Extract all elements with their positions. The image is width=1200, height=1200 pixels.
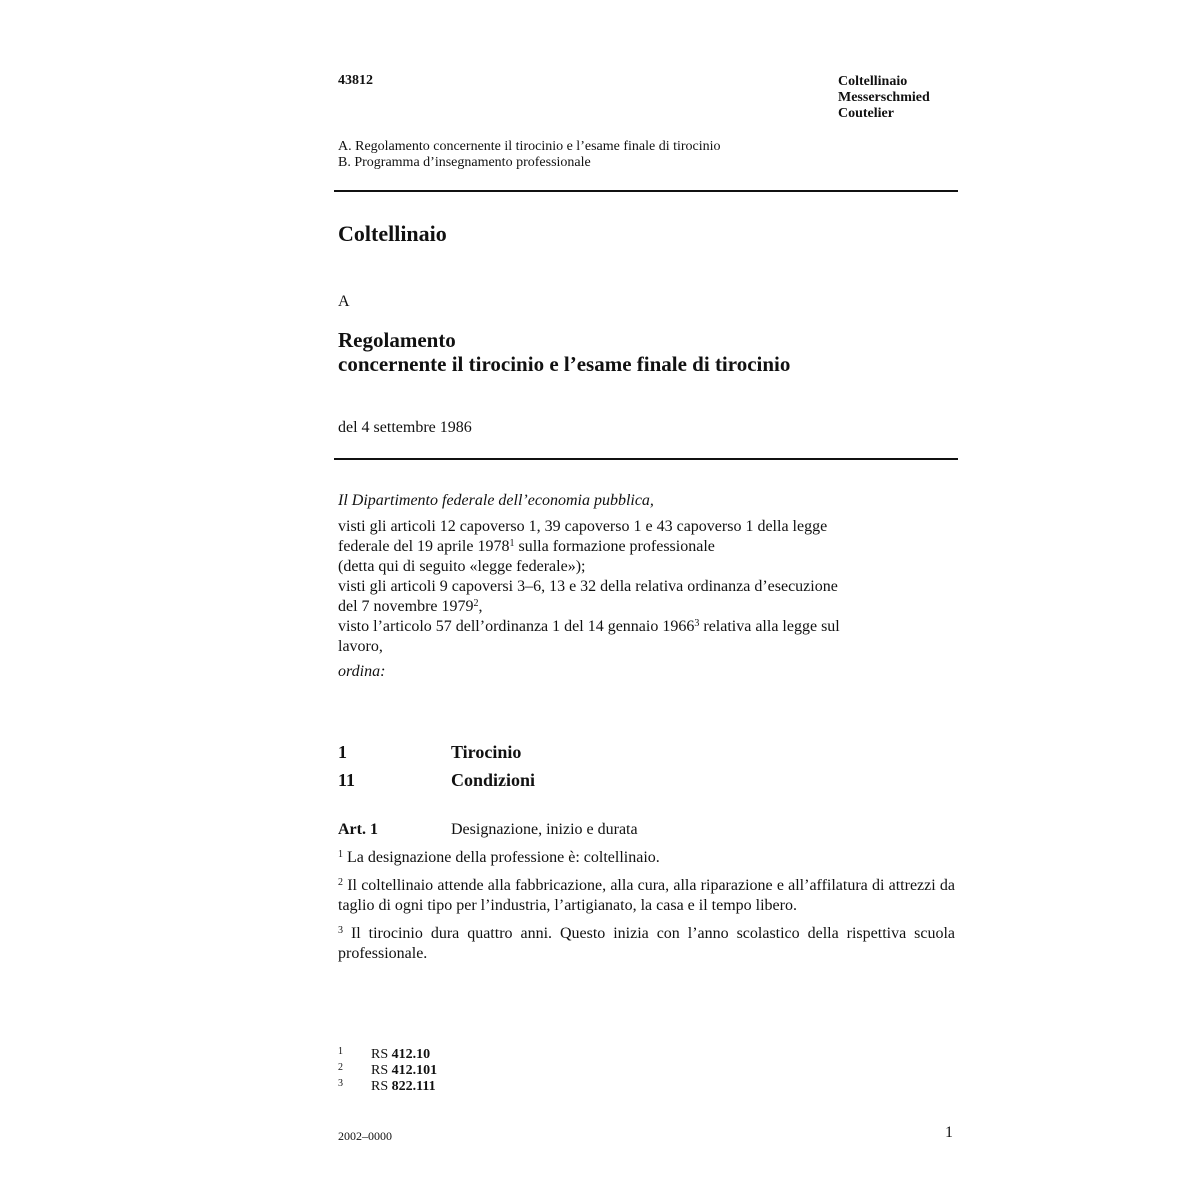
paragraph-text: Il tirocinio dura quattro anni. Questo inizia con l’anno scolastico della rispettiva scuola professionale. [338,925,956,962]
paragraph-number: 2 [338,877,343,888]
footnote-number: 3 [338,1078,343,1089]
page-number: 1 [945,1124,953,1141]
section-number: 1 [338,742,347,762]
preamble-text: del 7 novembre 1979 [338,598,474,615]
part-letter: A [338,293,350,310]
paragraph-text: La designazione della professione è: coltellinaio. [347,849,660,866]
header-titles [838,74,930,122]
preamble [338,491,958,682]
footnote-text [371,1063,437,1079]
footnote-ref-code[interactable]: 412.10 [391,1047,431,1062]
preamble-intro: Il Dipartimento federale dell’economia pubblica, [338,492,654,509]
subsection-title: Condizioni [451,770,536,790]
footnote-ref[interactable]: 2 [473,598,479,609]
divider-top [334,190,958,192]
paragraph-text: Il coltellinaio attende alla fabbricazione, alla cura, alla riparazione e all’affilatura di attrezzi da taglio di ogni tipo per l’industria, l’artigianato, la casa e il tempo libero. [338,877,956,914]
header-title-fr: Coutelier [838,106,894,121]
regulation-title [338,328,790,376]
preamble-line: visti gli articoli 9 capoversi 3–6, 13 e 32 della relativa ordinanza d’esecuzione [338,578,838,595]
footnote-number: 2 [338,1062,343,1073]
preamble-text: , [478,598,483,615]
preamble-ordina: ordina: [338,663,386,680]
footnote-prefix: RS [371,1063,389,1078]
preamble-line [338,597,958,617]
article-body [338,848,955,972]
page-title: Coltellinaio [338,221,447,246]
header-title-it: Coltellinaio [838,74,908,89]
footnote-ref[interactable]: 3 [694,618,700,629]
footnote-text [371,1047,430,1063]
footer-code: 2002–0000 [338,1129,392,1143]
header-title-de: Messerschmied [838,90,930,105]
preamble-line: visti gli articoli 12 capoverso 1, 39 capoverso 1 e 43 capoverso 1 della legge [338,518,828,535]
regulation-title-line2: concernente il tirocinio e l’esame finale di tirocinio [338,352,791,376]
regulation-date: del 4 settembre 1986 [338,419,472,436]
divider-bottom [334,458,958,460]
footnote-ref-code[interactable]: 822.111 [391,1079,436,1094]
footnote-prefix: RS [371,1079,389,1094]
footnote-prefix: RS [371,1047,389,1062]
article-paragraph [338,848,955,868]
footnote-number: 1 [338,1046,343,1057]
regulation-title-line1: Regolamento [338,328,456,352]
article-number: Art. 1 [338,821,378,838]
article-paragraph [338,924,955,964]
footnote-ref[interactable]: 1 [509,538,515,549]
preamble-line [338,537,958,557]
preamble-line [338,617,958,637]
contents-item-a: A. Regolamento concernente il tirocinio e l’esame finale di tirocinio [338,139,721,154]
document-number: 43812 [338,73,373,88]
footnote-ref-code[interactable]: 412.101 [391,1063,438,1078]
paragraph-number: 3 [338,925,343,936]
preamble-line: lavoro, [338,638,383,655]
paragraph-number: 1 [338,849,343,860]
contents-item-b: B. Programma d’insegnamento professionale [338,155,591,170]
preamble-text: federale del 19 aprile 1978 [338,538,510,555]
footnote-text [371,1079,436,1095]
article-paragraph [338,876,955,916]
preamble-text: visto l’articolo 57 dell’ordinanza 1 del 14 gennaio 1966 [338,618,695,635]
preamble-text: sulla formazione professionale [514,538,715,555]
article-title: Designazione, inizio e durata [451,821,638,838]
section-title: Tirocinio [451,742,522,762]
contents-list [338,139,721,171]
preamble-line: (detta qui di seguito «legge federale»); [338,558,586,575]
preamble-text: relativa alla legge sul [699,618,840,635]
subsection-number: 11 [338,770,356,790]
